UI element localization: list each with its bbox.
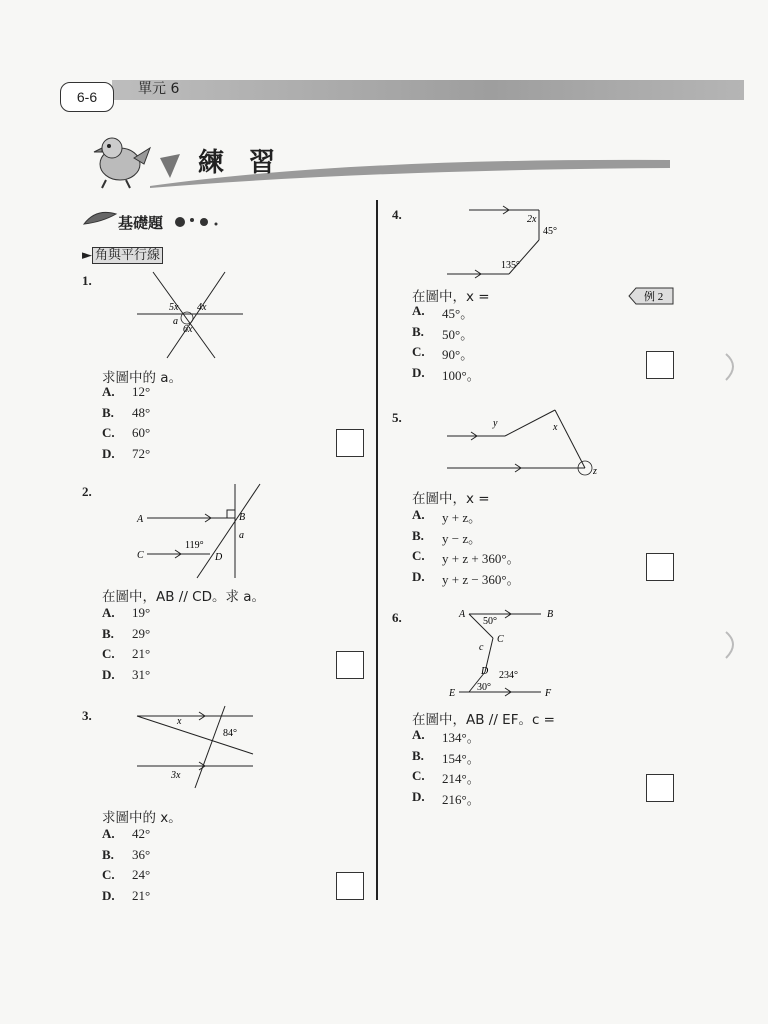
q6-label-B: B (547, 609, 554, 620)
option-b: B. 154°。 (412, 747, 480, 766)
answer-box[interactable] (336, 651, 364, 679)
figure-q2 (135, 480, 275, 580)
q2-label-B: B (239, 512, 246, 523)
option-b: B. 50°。 (412, 323, 474, 342)
question-number: 2. (82, 484, 92, 499)
options-list (102, 605, 150, 687)
example-reference-tag[interactable] (628, 287, 674, 305)
options-list (412, 507, 520, 589)
q2-label-angle: 119° (185, 540, 204, 551)
question-stem: 在圖中，x = (412, 491, 490, 507)
q1-label-a: a (173, 316, 178, 327)
q5-label-y: y (493, 418, 498, 429)
question-stem: 在圖中，AB // EF。c = (412, 712, 555, 728)
q5-label-x: x (553, 422, 558, 433)
answer-box[interactable] (646, 351, 674, 379)
option-b: B. 36° (102, 846, 151, 862)
options-list (412, 727, 480, 809)
option-a: A. 19° (102, 605, 151, 620)
figure-q1 (135, 270, 245, 360)
q3-label-3x: 3x (171, 770, 181, 781)
q6-label-D: D (481, 666, 489, 677)
topic-label: 角與平行線 (92, 247, 163, 264)
q6-label-c: c (479, 642, 484, 653)
example-label: 例 2 (644, 291, 664, 303)
question-stem: 求圖中的 a。 (102, 370, 183, 386)
option-c: C. 214°。 (412, 768, 480, 786)
answer-box[interactable] (336, 872, 364, 900)
question-stem: 在圖中，AB // CD。求 a。 (102, 589, 266, 605)
option-d: D. y + z − 360°。 (412, 568, 520, 587)
option-d: D. 72° (102, 445, 151, 461)
option-b: B. y − z。 (412, 527, 482, 546)
q1-label-5x: 5x (169, 302, 179, 313)
option-d: D. 21° (102, 887, 151, 903)
section-title: 基礎題 (118, 214, 164, 232)
options-list (412, 303, 480, 385)
figure-q3 (135, 704, 255, 790)
column-divider (376, 200, 378, 900)
question-number: 5. (392, 410, 402, 425)
header-bar (112, 80, 744, 100)
page-number: 6-6 (60, 82, 114, 112)
figure-q6 (445, 604, 565, 704)
question-number: 6. (392, 610, 402, 625)
q3-label-84: 84° (223, 728, 237, 739)
binder-hole-icon (724, 630, 744, 660)
q2-label-D: D (215, 552, 223, 563)
q1-label-4x: 4x (197, 302, 207, 313)
option-a: A. y + z。 (412, 507, 482, 525)
option-d: D. 31° (102, 666, 151, 682)
q4-label-45: 45° (543, 226, 557, 237)
answer-box[interactable] (646, 553, 674, 581)
question-stem: 求圖中的 x。 (102, 810, 182, 826)
q2-label-a: a (239, 530, 244, 541)
q6-label-C: C (497, 634, 504, 645)
ink-splash-icon (172, 212, 232, 230)
q4-label-2x: 2x (527, 214, 537, 225)
question-number: 1. (82, 273, 92, 288)
q1-label-6x: 6x (183, 324, 193, 335)
figure-q4 (445, 200, 575, 280)
q6-label-234: 234° (499, 670, 518, 681)
question-number: 4. (392, 207, 402, 222)
q2-label-A: A (137, 514, 144, 525)
options-list (102, 384, 150, 466)
option-b: B. 48° (102, 404, 151, 420)
option-a: A. 45°。 (412, 303, 474, 321)
option-c: C. 60° (102, 425, 151, 440)
option-b: B. 29° (102, 625, 151, 641)
option-c: C. y + z + 360°。 (412, 548, 520, 566)
topic-heading: ► 角與平行線 (82, 244, 163, 263)
q2-label-C: C (137, 550, 144, 561)
q6-label-50: 50° (483, 616, 497, 627)
option-d: D. 100°。 (412, 364, 480, 383)
answer-box[interactable] (336, 429, 364, 457)
option-c: C. 21° (102, 646, 151, 661)
q6-label-F: F (545, 688, 552, 699)
option-c: C. 90°。 (412, 344, 474, 362)
q6-label-A: A (459, 609, 466, 620)
option-c: C. 24° (102, 867, 151, 882)
q5-label-z: z (593, 466, 597, 477)
option-d: D. 216°。 (412, 788, 480, 807)
q6-label-30: 30° (477, 682, 491, 693)
feather-icon (82, 208, 118, 230)
q6-label-E: E (449, 688, 456, 699)
binder-hole-icon (724, 352, 744, 382)
mascot-bird-icon (84, 128, 154, 190)
figure-q5 (445, 404, 605, 484)
option-a: A. 42° (102, 826, 151, 841)
q3-label-x: x (177, 716, 182, 727)
practice-title: 練 習 (198, 148, 284, 178)
unit-label: 單元 6 (138, 81, 180, 97)
question-stem: 在圖中，x = (412, 289, 490, 305)
answer-box[interactable] (646, 774, 674, 802)
question-number: 3. (82, 708, 92, 723)
option-a: A. 134°。 (412, 727, 480, 745)
q4-label-135: 135° (501, 260, 520, 271)
options-list (102, 826, 150, 908)
option-a: A. 12° (102, 384, 151, 399)
